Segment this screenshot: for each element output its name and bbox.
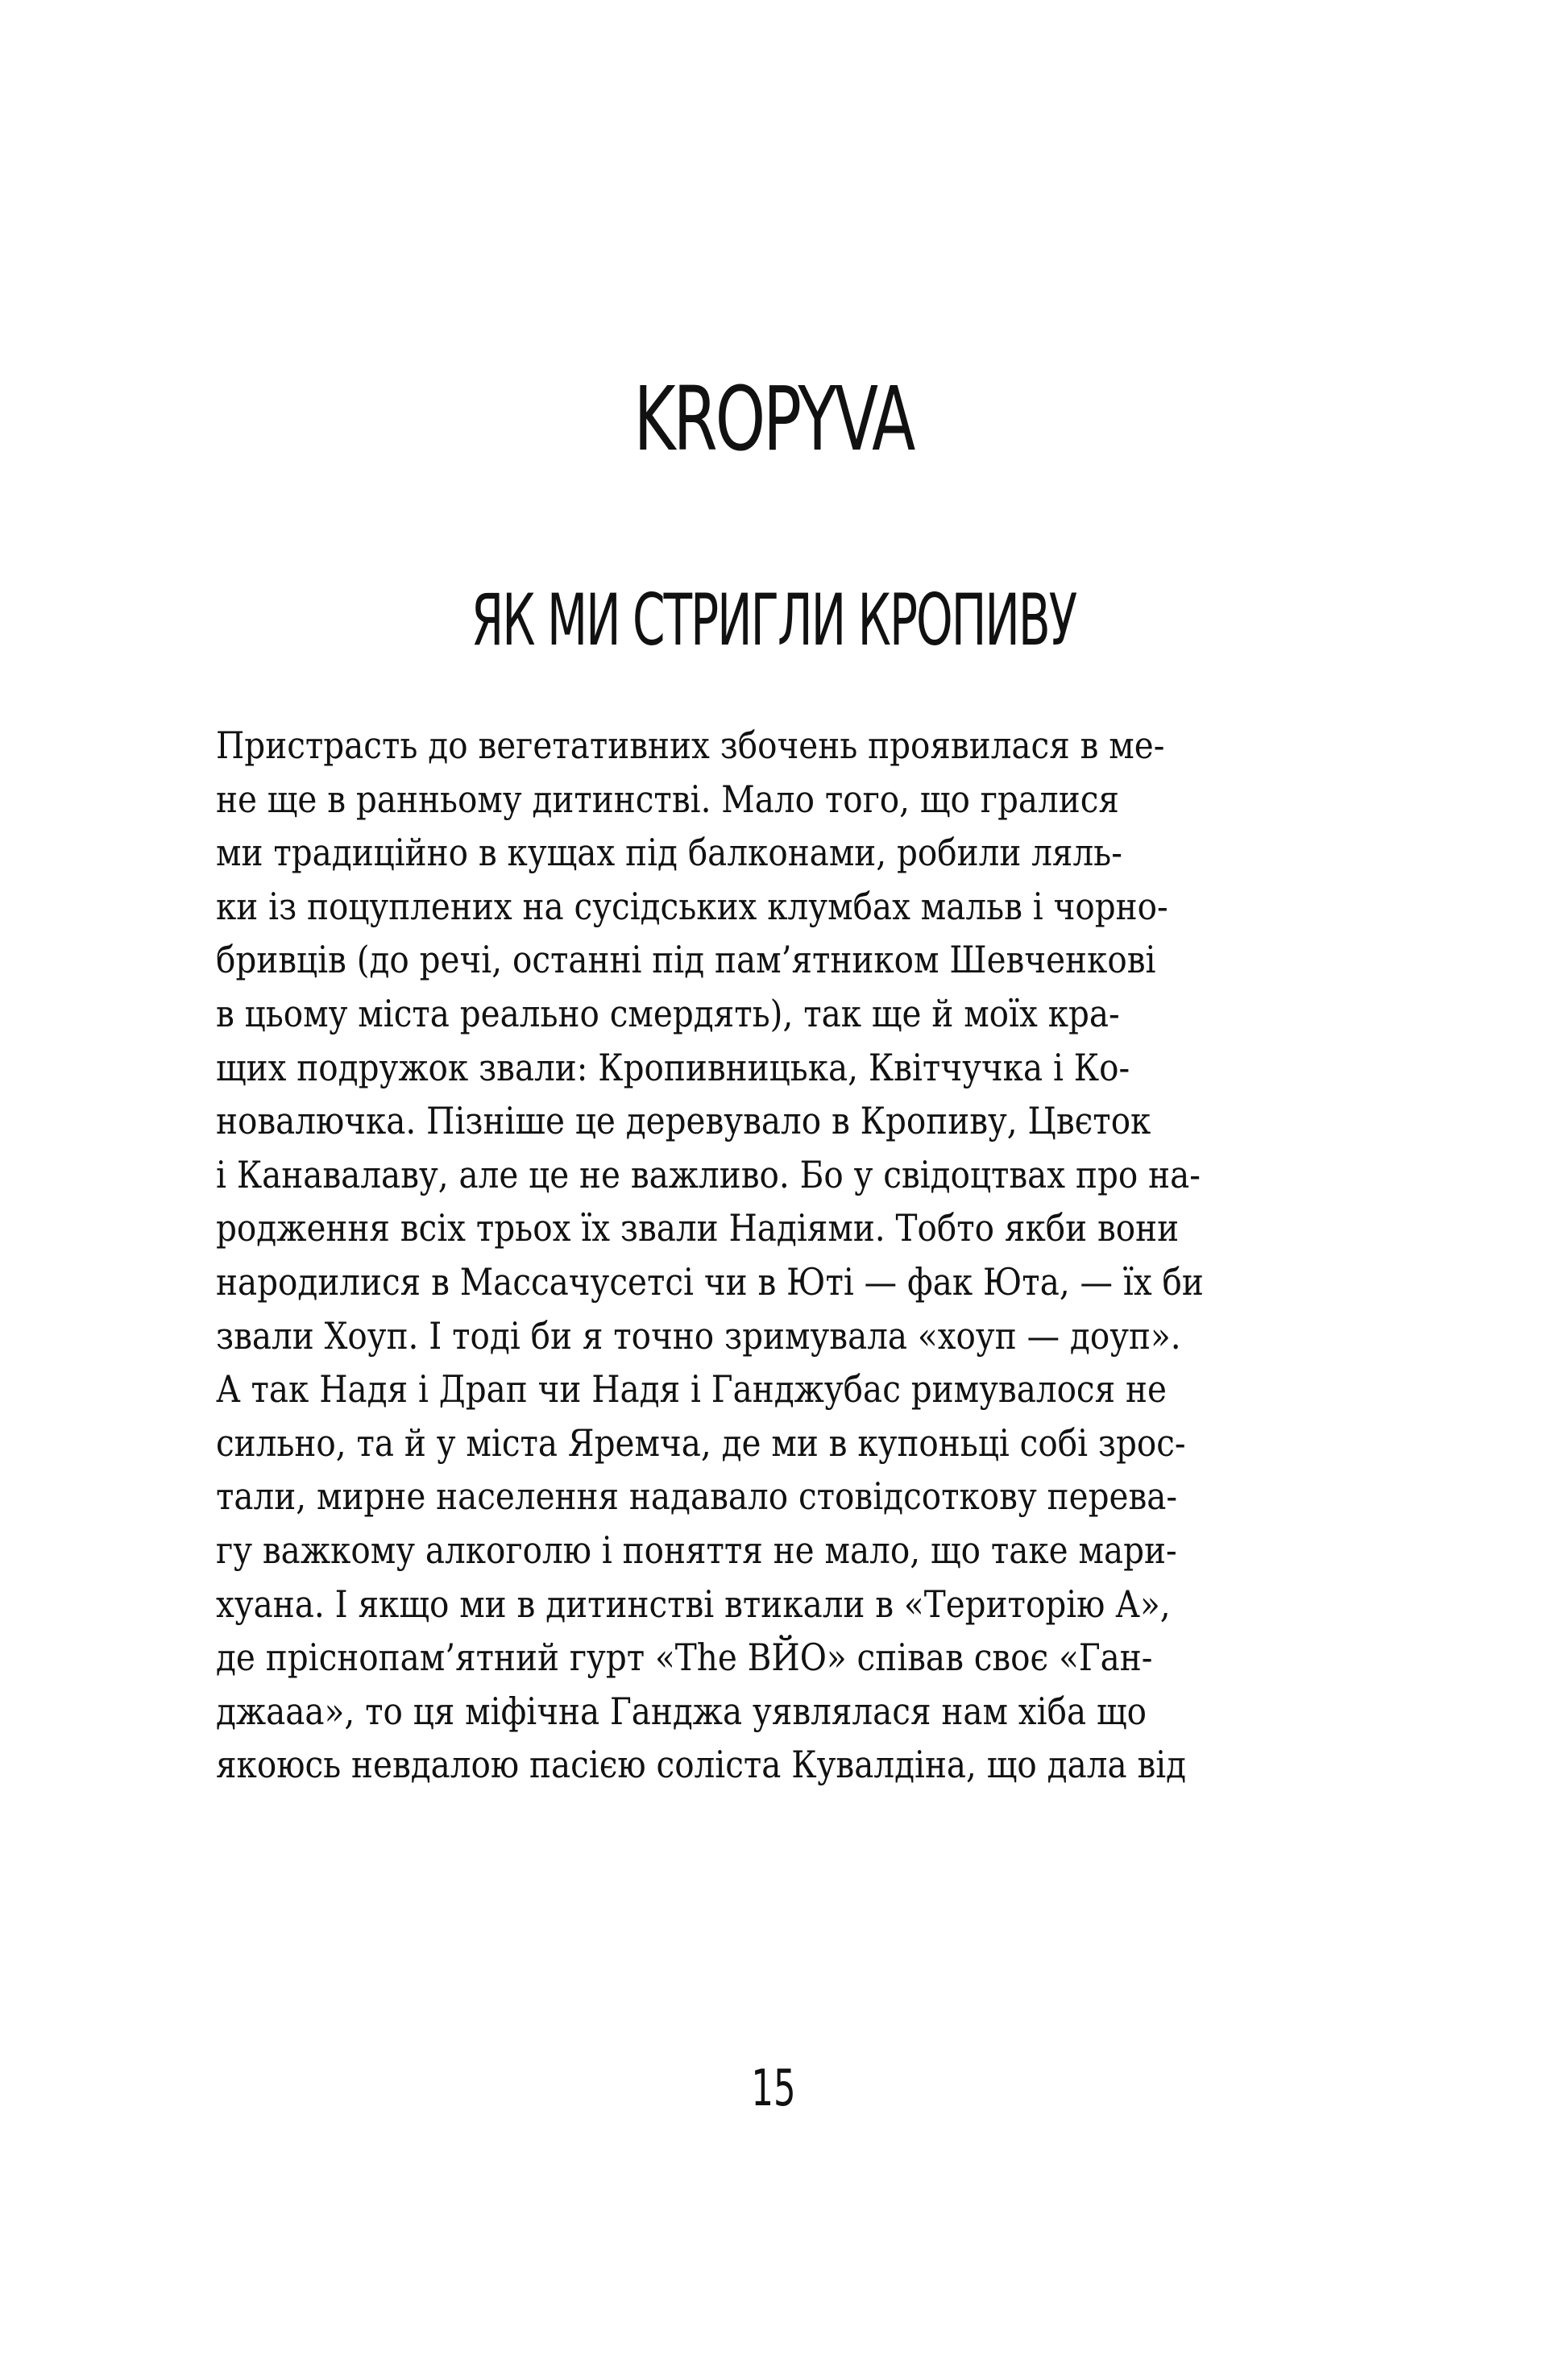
text-line: гу важкому алкоголю і поняття не мало, що таке мари- xyxy=(216,1528,1177,1572)
section-title: KROPYVA xyxy=(633,367,914,471)
text-line: хуана. І якщо ми в дитинстві втикали в «Територію А», xyxy=(216,1582,1171,1626)
text-line: тали, мирне населення надавало стовідсоткову перева- xyxy=(216,1474,1178,1519)
text-line: народилися в Массачусетсі чи в Юті — фак Юта, — їх би xyxy=(216,1259,1204,1304)
text-line: новалючка. Пізніше це деревувало в Кропиву, Цвєток xyxy=(216,1099,1151,1143)
text-line: звали Хоуп. І тоді би я точно зримувала «хоуп — доуп». xyxy=(216,1313,1181,1358)
page-number: 15 xyxy=(751,2059,796,2117)
text-line: Пристрасть до вегетативних збочень проявилася в ме- xyxy=(216,724,1165,767)
text-line: сильно, та й у міста Яремча, де ми в купоньці собі зрос- xyxy=(216,1420,1186,1465)
text-line: бривців (до речі, останні під пам’ятником Шевченкові xyxy=(216,938,1156,982)
text-line: і Канавалаву, але це не важливо. Бо у свідоцтвах про на- xyxy=(216,1152,1201,1196)
text-line: в цьому міста реально смердять), так ще й моїх кра- xyxy=(216,991,1120,1035)
body-text xyxy=(216,719,1344,1792)
text-line: ми традиційно в кущах під балконами, робили ляль- xyxy=(216,831,1122,875)
text-line: якоюсь невдалою пасією соліста Кувалдіна, що дала від xyxy=(216,1743,1187,1787)
text-line: де пріснопам’ятний гурт «The ВЙО» співав своє «Ган- xyxy=(216,1636,1153,1680)
text-line: А так Надя і Драп чи Надя і Ганджубас римувалося не xyxy=(216,1367,1167,1412)
text-line: не ще в ранньому дитинстві. Мало того, що гралися xyxy=(216,777,1119,821)
chapter-title: ЯК МИ СТРИГЛИ КРОПИВУ xyxy=(471,578,1076,661)
text-line: джааа», то ця міфічна Ганджа уявлялася нам хіба що xyxy=(216,1689,1147,1733)
text-line: щих подружок звали: Кропивницька, Квітчучка і Ко- xyxy=(216,1045,1130,1089)
text-line: родження всіх трьох їх звали Надіями. Тобто якби вони xyxy=(216,1206,1180,1250)
text-line: ки із поцуплених на сусідських клумбах мальв і чорно- xyxy=(216,884,1168,928)
